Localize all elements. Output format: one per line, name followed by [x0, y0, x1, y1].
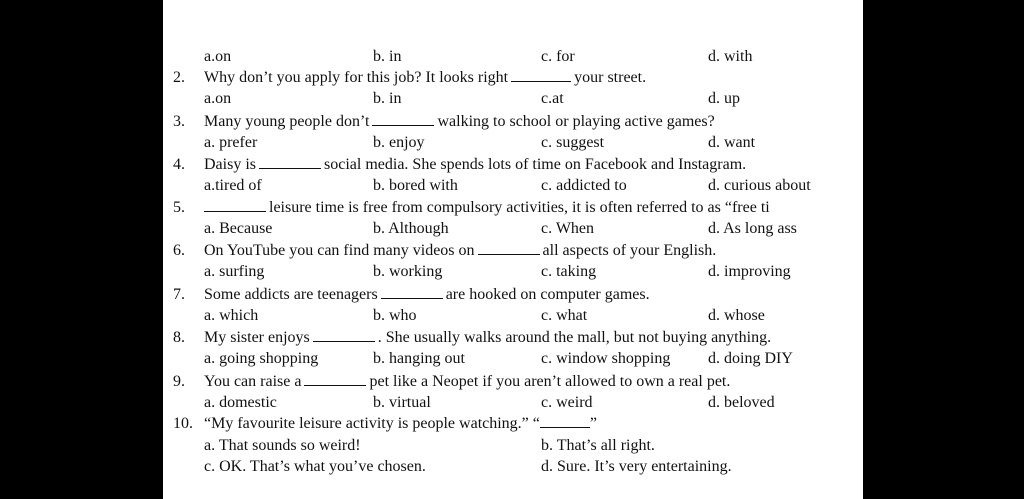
- option-d: d. up: [708, 90, 740, 107]
- option-a: a. Because: [204, 220, 273, 237]
- question-6-options: [163, 261, 863, 282]
- question-text: My sister enjoys . She usually walks around the mall, but not buying anything.: [204, 329, 772, 346]
- question-number: 2.: [173, 69, 185, 86]
- question-7-options: [163, 305, 863, 326]
- question-2: [163, 67, 863, 88]
- question-text: On YouTube you can find many videos on all aspects of your English.: [204, 242, 717, 259]
- worksheet-page: [163, 0, 863, 499]
- question-9: [163, 371, 863, 392]
- answer-blank: [259, 154, 321, 169]
- option-b: b. working: [373, 263, 443, 280]
- answer-blank: [381, 284, 443, 299]
- question-text: Why don’t you apply for this job? It looks right your street.: [204, 69, 647, 86]
- option-a: a. prefer: [204, 134, 258, 151]
- option-b: b. bored with: [373, 177, 458, 194]
- option-a: a.tired of: [204, 177, 262, 194]
- option-b: b. hanging out: [373, 350, 465, 367]
- answer-blank: [540, 413, 590, 428]
- question-4-options: [163, 175, 863, 196]
- option-a: a. going shopping: [204, 350, 319, 367]
- option-a: a. which: [204, 307, 259, 324]
- question-4: [163, 154, 863, 175]
- option-c: c. window shopping: [541, 350, 671, 367]
- option-a: a. That sounds so weird!: [204, 437, 361, 454]
- option-c: c.at: [541, 90, 564, 107]
- option-a: a. domestic: [204, 394, 277, 411]
- option-b: b. Although: [373, 220, 449, 237]
- q1-option-d: d. with: [708, 48, 753, 65]
- question-number: 4.: [173, 156, 185, 173]
- question-6: [163, 240, 863, 261]
- option-d: d. whose: [708, 307, 765, 324]
- question-number: 3.: [173, 113, 185, 130]
- option-c: c. weird: [541, 394, 593, 411]
- option-d: d. doing DIY: [708, 350, 793, 367]
- question-text: Some addicts are teenagers are hooked on computer games.: [204, 286, 650, 303]
- question-10-options-row-1: [163, 435, 863, 456]
- question-10-options-row-2: [163, 456, 863, 477]
- question-5-options: [163, 218, 863, 239]
- q1-options-row: [163, 46, 863, 67]
- answer-blank: [304, 371, 366, 386]
- question-text: Daisy is social media. She spends lots of time on Facebook and Instagram.: [204, 156, 747, 173]
- option-c: c. suggest: [541, 134, 605, 151]
- question-text: leisure time is free from compulsory activities, it is often referred to as “free ti: [204, 197, 770, 218]
- question-number: 7.: [173, 286, 185, 303]
- question-text: You can raise a pet like a Neopet if you aren’t allowed to own a real pet.: [204, 373, 731, 390]
- answer-blank: [204, 197, 266, 212]
- question-8: [163, 327, 863, 348]
- option-b: b. enjoy: [373, 134, 425, 151]
- question-5: [163, 197, 863, 218]
- question-number: 9.: [173, 373, 185, 390]
- question-3: [163, 111, 863, 132]
- question-10: [163, 413, 863, 434]
- answer-blank: [313, 327, 375, 342]
- question-number: 6.: [173, 242, 185, 259]
- option-b: b. That’s all right.: [541, 437, 655, 454]
- option-c: c. addicted to: [541, 177, 627, 194]
- q1-option-a: a.on: [204, 48, 232, 65]
- option-c: c. taking: [541, 263, 597, 280]
- question-3-options: [163, 132, 863, 153]
- option-d: d. curious about: [708, 177, 811, 194]
- question-number: 8.: [173, 329, 185, 346]
- option-a: a.on: [204, 90, 232, 107]
- option-d: d. want: [708, 134, 756, 151]
- option-d: d. Sure. It’s very entertaining.: [541, 458, 732, 475]
- answer-blank: [478, 240, 540, 255]
- question-number: 10.: [173, 415, 193, 432]
- answer-blank: [372, 111, 434, 126]
- option-b: b. in: [373, 90, 402, 107]
- q1-option-b: b. in: [373, 48, 402, 65]
- q1-option-c: c. for: [541, 48, 575, 65]
- question-number: 5.: [173, 199, 185, 216]
- option-d: d. improving: [708, 263, 791, 280]
- option-b: b. virtual: [373, 394, 431, 411]
- question-8-options: [163, 348, 863, 369]
- option-c: c. what: [541, 307, 588, 324]
- question-7: [163, 284, 863, 305]
- option-c: c. When: [541, 220, 595, 237]
- option-d: d. As long ass: [708, 220, 797, 237]
- question-9-options: [163, 392, 863, 413]
- question-2-options: [163, 88, 863, 109]
- answer-blank: [511, 67, 571, 82]
- question-text: “My favourite leisure activity is people watching.” “ ”: [204, 415, 597, 432]
- option-c: c. OK. That’s what you’ve chosen.: [204, 458, 426, 475]
- option-d: d. beloved: [708, 394, 775, 411]
- option-a: a. surfing: [204, 263, 265, 280]
- option-b: b. who: [373, 307, 417, 324]
- question-text: Many young people don’t walking to school or playing active games?: [204, 113, 715, 130]
